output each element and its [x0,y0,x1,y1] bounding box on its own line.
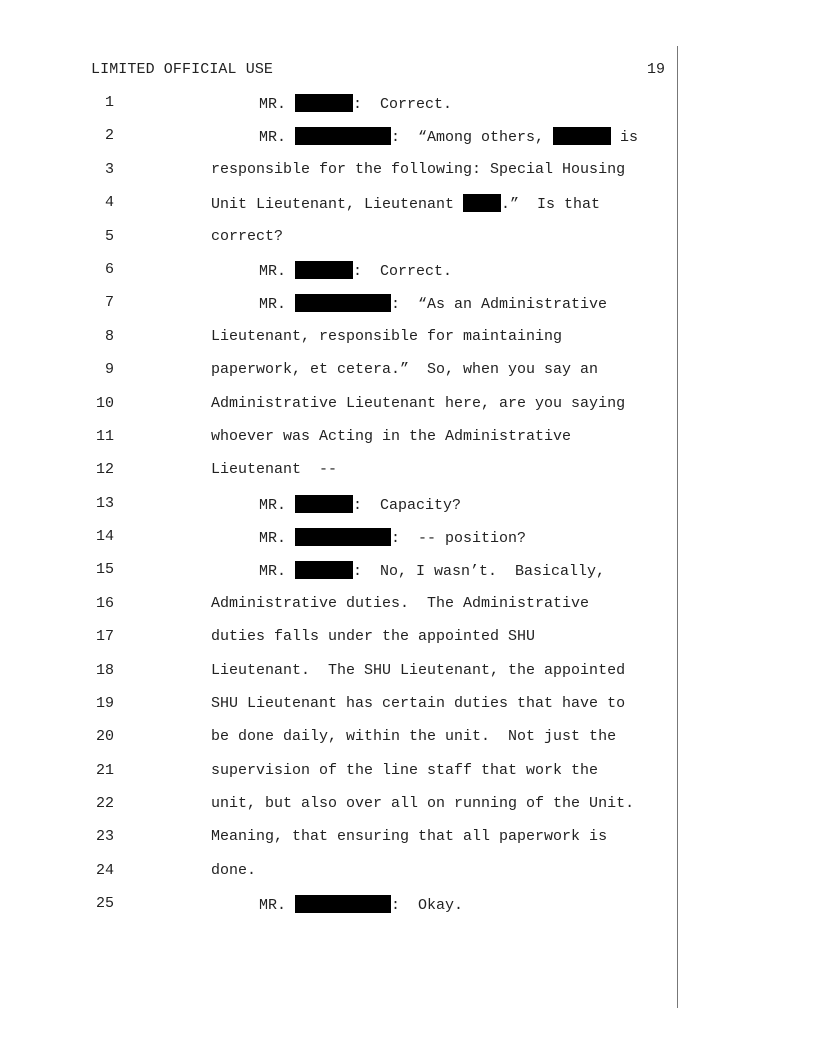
line-text: MR. : Correct. [259,96,453,113]
line-text: supervision of the line staff that work the [211,762,599,779]
transcript-line [0,795,816,817]
redaction-box [295,294,391,312]
transcript-line [0,595,816,617]
redaction-box [295,495,353,513]
redaction-box [295,261,353,279]
line-text: MR. : -- position? [259,530,527,547]
line-number: 8 [104,328,114,345]
line-number: 21 [95,762,114,779]
line-number: 24 [95,862,114,879]
line-text: SHU Lieutenant has certain duties that have to [211,695,626,712]
line-number: 17 [95,628,114,645]
line-number: 23 [95,828,114,845]
line-text: MR. : “As an Administrative [259,296,608,313]
line-text: MR. : “Among others, is [259,129,639,146]
line-number: 6 [104,261,114,278]
transcript-line [0,361,816,383]
transcript-line [0,161,816,183]
transcript-line [0,94,816,116]
redaction-box [295,528,391,546]
transcript-line [0,528,816,550]
line-text: MR. : Correct. [259,263,453,280]
line-number: 9 [104,361,114,378]
transcript-line [0,294,816,316]
line-number: 20 [95,728,114,745]
line-text: Lieutenant, responsible for maintaining [211,328,563,345]
transcript-line [0,895,816,917]
line-number: 11 [95,428,114,445]
transcript-line [0,561,816,583]
line-text: paperwork, et cetera.” So, when you say an [211,361,599,378]
line-number: 3 [104,161,114,178]
line-text: be done daily, within the unit. Not just the [211,728,617,745]
page-number: 19 [647,61,666,78]
line-number: 4 [104,194,114,211]
line-text: MR. : Capacity? [259,497,462,514]
line-number: 1 [104,94,114,111]
transcript-line [0,428,816,450]
line-text: Lieutenant -- [211,461,338,478]
transcript-line [0,194,816,216]
transcript-line [0,127,816,149]
line-number: 12 [95,461,114,478]
redaction-box [295,94,353,112]
line-text: unit, but also over all on running of the Unit. [211,795,635,812]
line-number: 13 [95,495,114,512]
transcript-line [0,628,816,650]
transcript-line [0,828,816,850]
transcript-line [0,395,816,417]
line-number: 14 [95,528,114,545]
line-text: Lieutenant. The SHU Lieutenant, the appointed [211,662,626,679]
line-text: whoever was Acting in the Administrative [211,428,572,445]
redaction-box [553,127,611,145]
line-number: 10 [95,395,114,412]
transcript-line [0,662,816,684]
line-number: 25 [95,895,114,912]
transcript-line [0,728,816,750]
line-text: Unit Lieutenant, Lieutenant .” Is that [211,196,601,213]
redaction-box [295,127,391,145]
line-text: Meaning, that ensuring that all paperwork is [211,828,608,845]
transcript-line [0,261,816,283]
line-text: Administrative Lieutenant here, are you saying [211,395,626,412]
line-text: responsible for the following: Special Housing [211,161,626,178]
transcript-line [0,695,816,717]
redaction-box [295,561,353,579]
transcript-line [0,495,816,517]
transcript-line [0,228,816,250]
transcript-line [0,762,816,784]
line-text: duties falls under the appointed SHU [211,628,536,645]
classification-header: LIMITED OFFICIAL USE [91,61,274,78]
transcript-line [0,328,816,350]
line-text: correct? [211,228,284,245]
line-text: MR. : Okay. [259,897,464,914]
line-number: 19 [95,695,114,712]
line-number: 15 [95,561,114,578]
line-number: 2 [104,127,114,144]
line-number: 18 [95,662,114,679]
line-text: Administrative duties. The Administrative [211,595,590,612]
line-number: 22 [95,795,114,812]
line-text: done. [211,862,257,879]
line-number: 16 [95,595,114,612]
line-number: 5 [104,228,114,245]
redaction-box [295,895,391,913]
transcript-line [0,862,816,884]
line-text: MR. : No, I wasn’t. Basically, [259,563,606,580]
line-number: 7 [104,294,114,311]
transcript-line [0,461,816,483]
redaction-box [463,194,501,212]
